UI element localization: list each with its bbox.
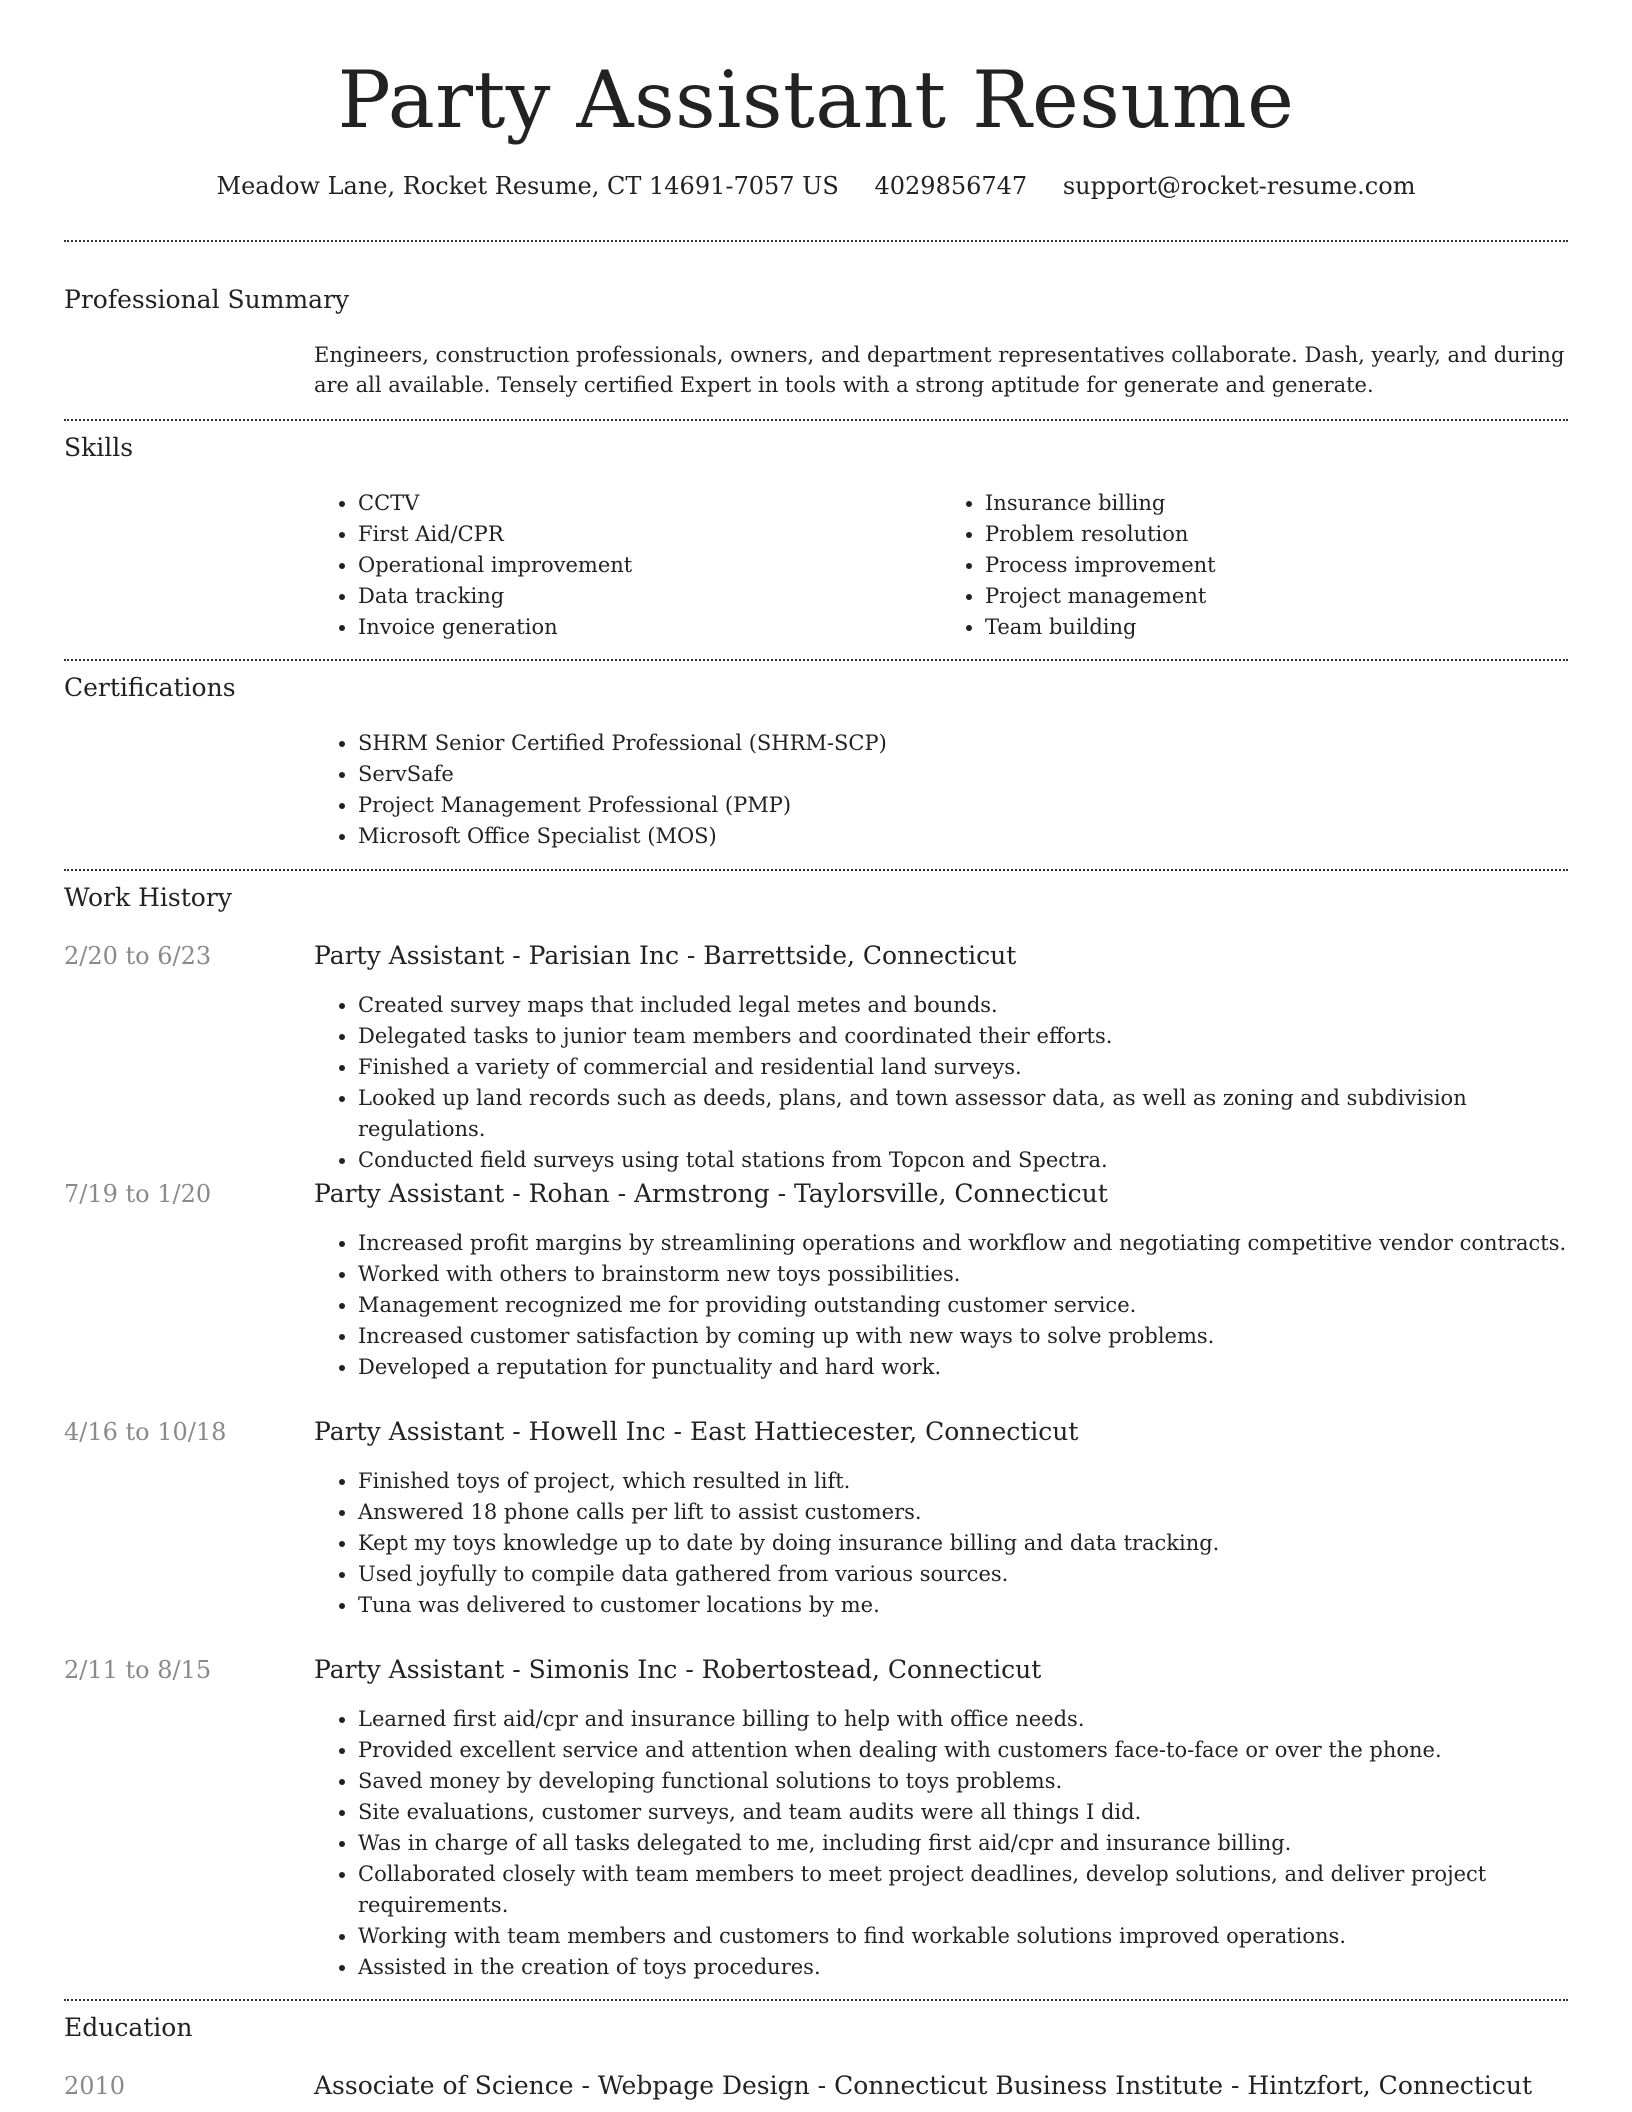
list-item: • Project Management Professional (PMP) [358,790,1568,821]
list-item: • Tuna was delivered to customer locations by me. [358,1590,1568,1621]
job-dates: 2/20 to 6/23 [64,942,212,970]
skills-heading: Skills [64,433,134,462]
list-item: • Working with team members and customers to find workable solutions improved operations. [358,1921,1568,1952]
list-item: • Insurance billing [985,488,1568,519]
work-heading: Work History [64,883,232,912]
list-item: • Data tracking [358,581,941,612]
skills-list [314,488,1568,643]
list-item: • Learned first aid/cpr and insurance billing to help with office needs. [358,1704,1568,1735]
section-divider [64,869,1568,871]
list-item: • Created survey maps that included legal metes and bounds. [358,990,1568,1021]
contact-email: support@rocket-resume.com [1062,172,1416,200]
list-item: • Answered 18 phone calls per lift to assist customers. [358,1497,1568,1528]
job-title: Party Assistant - Simonis Inc - Robertostead, Connecticut [314,1655,1042,1684]
skills-column-left [314,488,941,643]
work-section [64,882,1568,914]
list-item: • Process improvement [985,550,1568,581]
education-title: Associate of Science - Webpage Design - Connecticut Business Institute - Hintzfort, Connecticut [314,2071,1533,2100]
list-item: • ServSafe [358,759,1568,790]
job-title: Party Assistant - Howell Inc - East Hattiecester, Connecticut [314,1417,1079,1446]
job-bullets [314,1466,1568,1621]
job-dates: 7/19 to 1/20 [64,1180,212,1208]
summary-heading: Professional Summary [64,285,350,314]
list-item: • Invoice generation [358,612,941,643]
list-item: • Problem resolution [985,519,1568,550]
certifications-heading: Certifications [64,673,236,702]
job-bullets [314,1228,1568,1383]
list-item: • Site evaluations, customer surveys, and team audits were all things I did. [358,1797,1568,1828]
education-section [64,2012,1568,2044]
contact-line [64,170,1568,202]
list-item: • Was in charge of all tasks delegated to me, including first aid/cpr and insurance billing. [358,1828,1568,1859]
list-item: • Looked up land records such as deeds, plans, and town assessor data, as well as zoning and subdivision regulations. [358,1083,1568,1145]
skills-column-right [941,488,1568,643]
job-bullets [314,990,1568,1176]
list-item: • Saved money by developing functional solutions to toys problems. [358,1766,1568,1797]
list-item: • Management recognized me for providing outstanding customer service. [358,1290,1568,1321]
list-item: • SHRM Senior Certified Professional (SHRM-SCP) [358,728,1568,759]
list-item: • Microsoft Office Specialist (MOS) [358,821,1568,852]
list-item: • CCTV [358,488,941,519]
section-divider [64,659,1568,661]
list-item: • Finished toys of project, which resulted in lift. [358,1466,1568,1497]
job-bullets [314,1704,1568,1983]
list-item: • Increased customer satisfaction by coming up with new ways to solve problems. [358,1321,1568,1352]
job-dates: 2/11 to 8/15 [64,1656,212,1684]
list-item: • Increased profit margins by streamlining operations and workflow and negotiating competitive vendor contracts. [358,1228,1568,1259]
summary-section [64,284,1568,316]
list-item: • First Aid/CPR [358,519,941,550]
list-item: • Delegated tasks to junior team members and coordinated their efforts. [358,1021,1568,1052]
list-item: • Developed a reputation for punctuality and hard work. [358,1352,1568,1383]
section-divider [64,419,1568,421]
education-year: 2010 [64,2072,126,2100]
education-heading: Education [64,2013,193,2042]
list-item: • Kept my toys knowledge up to date by doing insurance billing and data tracking. [358,1528,1568,1559]
list-item: • Used joyfully to compile data gathered from various sources. [358,1559,1568,1590]
list-item: • Worked with others to brainstorm new toys possibilities. [358,1259,1568,1290]
list-item: • Finished a variety of commercial and residential land surveys. [358,1052,1568,1083]
header-divider [64,240,1568,242]
skills-section [64,432,1568,464]
list-item: • Collaborated closely with team members to meet project deadlines, develop solutions, and deliver project requirements. [358,1859,1568,1921]
list-item: • Assisted in the creation of toys procedures. [358,1952,1568,1983]
job-dates: 4/16 to 10/18 [64,1418,227,1446]
certifications-list [314,728,1568,852]
list-item: • Operational improvement [358,550,941,581]
contact-phone: 4029856747 [874,172,1028,200]
list-item: • Team building [985,612,1568,643]
job-title: Party Assistant - Rohan - Armstrong - Taylorsville, Connecticut [314,1179,1108,1208]
page-title: Party Assistant Resume [337,54,1295,146]
list-item: • Project management [985,581,1568,612]
contact-address: Meadow Lane, Rocket Resume, CT 14691-7057 US [216,172,839,200]
summary-text: Engineers, construction professionals, owners, and department representatives collaborate. Dash, yearly, and during are all available. Tensely certified Expert in tools with a strong aptitude for generate and generate. [314,343,1565,397]
list-item: • Provided excellent service and attention when dealing with customers face-to-face or over the phone. [358,1735,1568,1766]
certifications-section [64,672,1568,704]
list-item: • Conducted field surveys using total stations from Topcon and Spectra. [358,1145,1568,1176]
section-divider [64,1999,1568,2001]
job-title: Party Assistant - Parisian Inc - Barrettside, Connecticut [314,941,1017,970]
